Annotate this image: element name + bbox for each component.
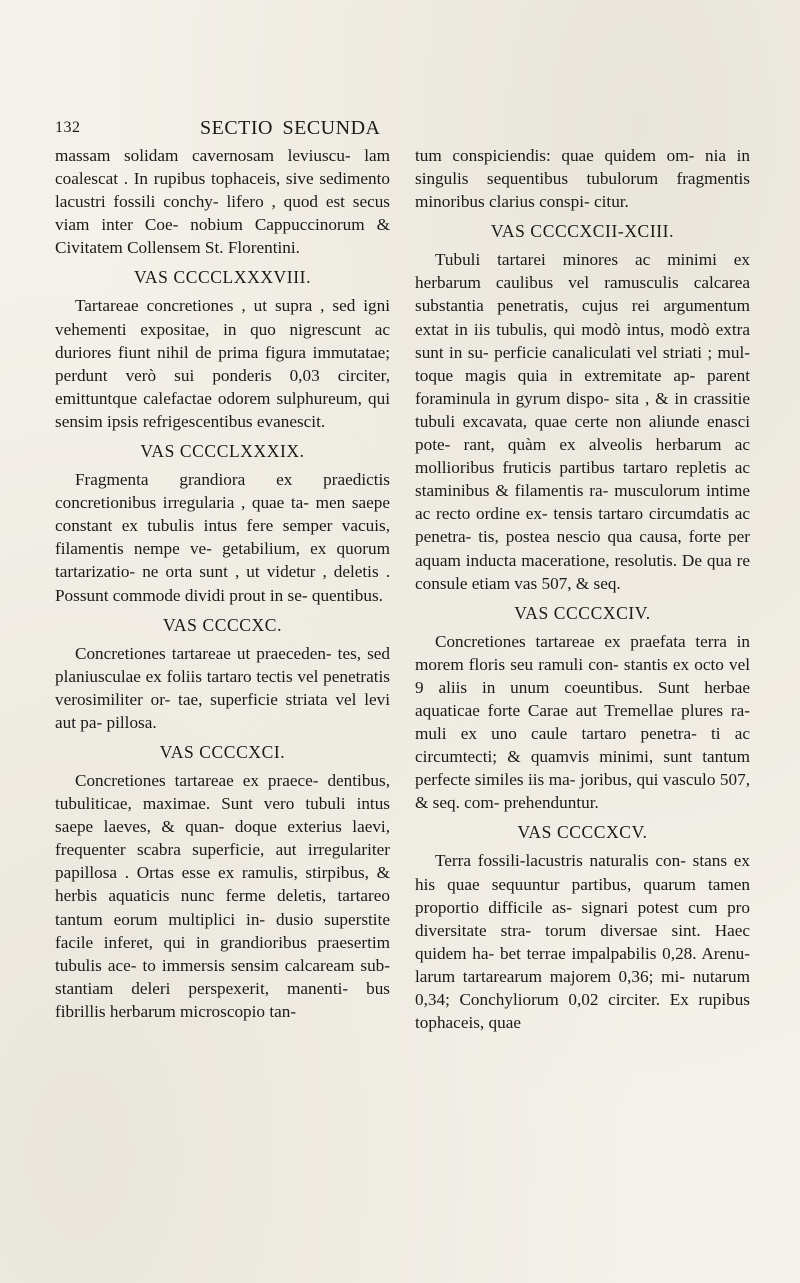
running-head: SECTIO SECUNDA <box>200 117 381 139</box>
section-heading: VAS CCCCXC. <box>162 614 283 635</box>
section-heading: VAS CCCCXCI. <box>159 741 286 762</box>
paragraph: Concretiones tartareae ut praeceden- tes, sed planiusculae ex foliis tartaro tectis vel penetratis verosimiliter or- tae, superficie striata vel levi aut pa- pillosa. <box>55 643 390 732</box>
paragraph: massam solidam cavernosam leviuscu- lam coalescat . In rupibus tophaceis, sive sedimento lacustri fossili conchy- lifero , quod est secus viam inter Coe- nobium Cappuccinorum & Civitatem Collensem St. Florentini. <box>55 146 390 258</box>
section-heading: VAS CCCCXCII-XCIII. <box>490 221 675 242</box>
left-column <box>55 144 390 1023</box>
page-header <box>55 117 745 143</box>
paragraph: Tubuli tartarei minores ac minimi ex herbarum caulibus vel ramusculis calcarea substantia penetratis, cujus rei argumentum extat in iis tubulis, qui modò intus, modò extra sunt in su- perficie canaliculati vel striati ; mul- toque magis quia in extremitate ap- parent foraminula in gyrum dispo- sita , & in crassitie tubuli excavata, quae certe non aliunde enasci pote- rant, quàm ex alveolis herbarum ac mollioribus fruticis partibus tartaro repletis ac staminibus & filamentis ra- musculorum intime ac recto ordine ex- tensis tartaro circumdatis ac penetra- tis, postea nescio qua causa, forte per aquam inducta maceratione, resolutis. De qua re consule etiam vas 507, & seq. <box>415 250 750 593</box>
paragraph: Fragmenta grandiora ex praedictis concretionibus irregularia , quae ta- men saepe constant ex tubulis intus fere semper vacuis, filamentis nempe ve- getabilium, ex quorum tartarizatio- ne orta sunt , ut videtur , deletis . Possunt commode dividi prout in se- quentibus. <box>55 470 390 605</box>
page-number: 132 <box>55 119 81 136</box>
paragraph: Terra fossili-lacustris naturalis con- stans ex his quae sequuntur partibus, quarum tamen proportio difficile as- signari potest cum pro diversitate stra- torum diversae sint. Haec quidem ha- bet terrae impalpabilis 0,28. Arenu- larum tartarearum majorem 0,36; mi- nutarum 0,34; Conchyliorum 0,02 circiter. Ex rupibus tophaceis, quae <box>415 851 750 1033</box>
section-heading: VAS CCCCXCV. <box>517 822 648 843</box>
right-column <box>415 144 750 1034</box>
paragraph: Concretiones tartareae ex praece- dentibus, tubuliticae, maximae. Sunt vero tubuli intus saepe laeves, & quan- doque exterius laevi, frequenter scabra superficie, aut irregulariter papillosa . Ortas esse ex ramulis, stirpibus, & herbis aquaticis nunc ferme deletis, tartareo tantum eorum multiplici in- dusio superstite facile inferet, qui in grandioribus praesertim tubulis ace- to immersis sensim calcaream sub- stantiam deleri perspexerit, manenti- bus fibrillis herbarum microscopio tan- <box>55 770 390 1021</box>
section-heading: VAS CCCCLXXXIX. <box>140 441 305 462</box>
paragraph: tum conspiciendis: quae quidem om- nia in singulis sequentibus tubulorum fragmentis minoribus clarius conspi- citur. <box>415 146 750 212</box>
section-heading: VAS CCCCXCIV. <box>514 602 651 623</box>
paragraph: Concretiones tartareae ex praefata terra in morem floris seu ramuli con- stantis ex octo vel 9 aliis in unum coeuntibus. Sunt herbae aquaticae forte Carae aut Tremellae plures ra- muli ex uno caule tartaro penetra- ti ac circumtecti; & quamvis minimi, sunt tantum perfecte similes iis ma- joribus, qui vasculo 507, & seq. com- prehenduntur. <box>415 631 750 813</box>
section-heading: VAS CCCCLXXXVIII. <box>133 267 312 288</box>
paragraph: Tartareae concretiones , ut supra , sed igni vehementi expositae, in quo nigrescunt ac duriores fiunt nihil de prima figura immutatae; perdunt verò sui ponderis 0,03 circiter, emittuntque calefactae odorem sulphureum, qui sensim ipsis refrigescentibus evanescit. <box>55 296 390 431</box>
